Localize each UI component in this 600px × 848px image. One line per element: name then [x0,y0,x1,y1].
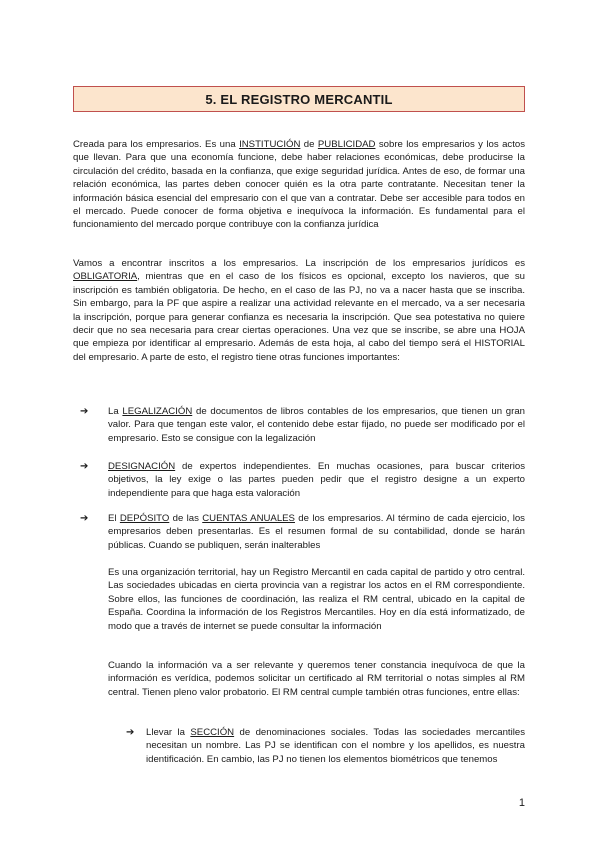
underlined-term: PUBLICIDAD [317,139,376,150]
list-item [80,460,525,500]
bullet-text: DESIGNACIÓN de expertos independientes. En muchas ocasiones, para buscar criterios objetivos, la ley exige o las partes pueden pedir que el registro designe a un experto independiente para que haga esta valoración [108,461,525,499]
underlined-term: CUENTAS ANUALES [202,513,295,524]
page-number: 1 [518,797,525,809]
underlined-term: DEPÓSITO [119,513,170,524]
underlined-term: SECCIÓN [190,727,235,738]
underlined-term: INSTITUCIÓN [239,139,301,150]
list-item [80,405,525,445]
underlined-term: OBLIGATORIA [73,271,138,283]
paragraph-organization: Es una organización territorial, hay un Registro Mercantil en cada capital de partido y otro central. Las sociedades ubicadas en cierta provincia van a registrar los actos en el RM correspondiente. Sobre ellos, las funciones de coordinación, las realiza el RM central, ubicado en la capital de España. Coordina la información de los Registros Mercantiles. Hoy en día está informatizado, de modo que a través de internet se puede consultar la información [108,567,525,632]
arrow-bullet-icon: ➔ [80,513,89,524]
arrow-bullet-icon: ➔ [126,727,135,738]
bullet-text: La LEGALIZACIÓN de documentos de libros contables de los empresarios, que tienen un gran valor. Para que tengan este valor, el contenido debe estar fijado, no puede ser modificado por el empresario. Esto se consigue con la legalización [108,406,525,444]
underlined-term: LEGALIZACIÓN [122,406,193,417]
paragraph-certificates: Cuando la información va a ser relevante y queremos tener constancia inequívoca de que la información es verídica, podemos solicitar un certificado al RM territorial o notas simples al RM central. Tienen pleno valor probatorio. El RM central cumple también otras funciones, entre ellas: [108,660,525,698]
section-title: 5. EL REGISTRO MERCANTIL [205,91,393,107]
list-item [80,512,525,552]
arrow-bullet-icon: ➔ [80,406,89,417]
list-item [126,726,525,766]
bullet-text: El DEPÓSITO de las CUENTAS ANUALES de los empresarios. Al término de cada ejercicio, los empresarios deben presentarlas. Es el resumen formal de su contabilidad, donde se harán públicas. Cuando se publiquen, serán inalterables [108,513,525,551]
paragraph-inscription: Vamos a encontrar inscritos a los empresarios. La inscripción de los empresarios jurídicos es OBLIGATORIA, mientras que en el caso de los físicos es opcional, excepto los navieros, que su inscripción es también obligatoria. De hecho, en el caso de las PJ, no va a nacer hasta que se inscriba. Sin embargo, para la PF que aspire a realizar una actividad relevante en el mercado, va a ser necesaria la inscripción, porque para generar confianza es necesaria la inscripción. Que sea potestativa no quiere decir que no sea necesaria para crear ciertas operaciones. Una vez que se inscribe, se abre una HOJA que empieza por identificar al empresario. Además de esta hoja, al cabo del tiempo será el HISTORIAL del empresario. A parte de esto, el registro tiene otras funciones importantes: [73,258,525,363]
underlined-term: DESIGNACIÓN [108,461,176,472]
section-title-box [73,86,525,112]
paragraph-intro: Creada para los empresarios. Es una INSTITUCIÓN de PUBLICIDAD sobre los empresarios y los actos que llevan. Para que una economía funcione, debe haber relaciones económicas, debe producirse la circulación del crédito, basada en la confianza, que exige seguridad jurídica. Antes de eso, de formar una relación económica, las partes deben conocer quién es la otra parte contratante. Necesitan tener la información básica esencial del empresario con el que van a contratar. Debe ser accesible para todos en el mercado. Puede conocer de forma objetiva e inequívoca la información. Es fundamental para el funcionamiento del mercado porque contribuye con la confianza jurídica [73,139,525,231]
arrow-bullet-icon: ➔ [80,461,89,472]
bullet-text: Llevar la SECCIÓN de denominaciones sociales. Todas las sociedades mercantiles necesitan un nombre. Las PJ se identifican con el nombre y los apellidos, es nuestra identificación. En cambio, las PJ no tienen los elementos biométricos que tenemos [146,727,525,765]
